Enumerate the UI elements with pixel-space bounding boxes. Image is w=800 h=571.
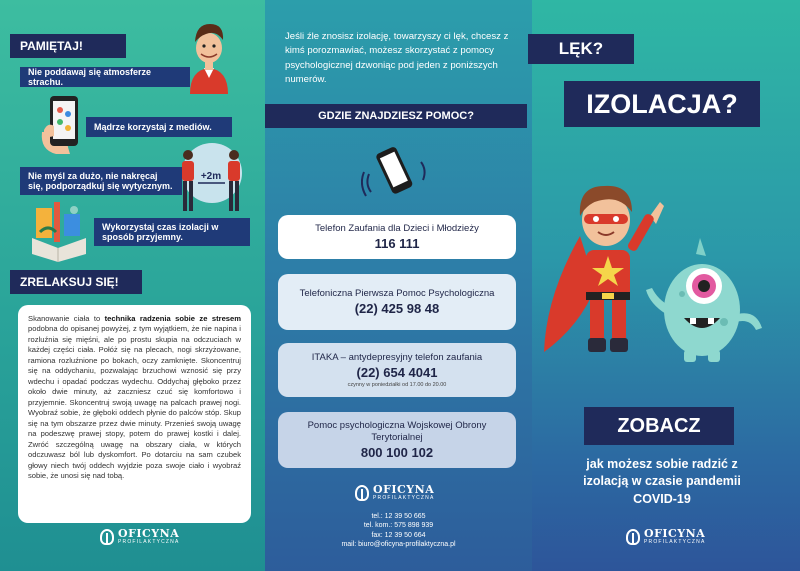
zobacz-heading: ZOBACZ: [584, 407, 734, 445]
relax-body: podobna do opisanej powyżej, z tym wyjątkiem, że nie napina i rozluźnia się mięśni, ale po prostu skupia na odczuciach w każdej części ciała. Połóż się na plecach, nogi skrzyżowane, ramiona rozluźnione po bokach, oczy zamknięte. Skoncentruj się na oddychaniu, pozwalając brzuchowi wznosić się przy wdechu i opadać podczas wydechu. Oddychaj głęboko przez około dwie minuty, aż zaczniesz czuć się komfortowo i przyjemnie. Skoncentruj swoją uwagę na palcach prawej nogi. Wyobraź sobie, że głęboki oddech płynie do palców stóp. Skup się na tym obszarze przez dwie minuty. Przenieś swoją uwagę na podeszwę prawej stopy, potem do prawej kostki i dalej. Zwróć szczególną uwagę na obszary ciała, w których odczuwasz ból lub dyskomfort. Po dotarciu na sam czubek głowy niech twój oddech wyjdzie poza swoje ciało i wyobraź sobie, że unosi się nad tobą.: [28, 324, 241, 481]
contact-fax: fax: 12 39 50 664: [371, 531, 426, 539]
helpline-card-4: [278, 412, 516, 468]
monster-illustration: [640, 234, 770, 364]
izolacja-heading: IZOLACJA?: [564, 81, 760, 127]
relax-heading: ZRELAKSUJ SIĘ!: [10, 270, 142, 294]
distance-label: +2m: [200, 171, 222, 182]
phone-icon: [361, 144, 431, 204]
logo-left: [100, 528, 180, 545]
right-panel: [532, 0, 800, 571]
helpline-number: 116 111: [374, 236, 420, 252]
pamietaj-heading: PAMIĘTAJ!: [10, 34, 126, 58]
helpline-number: (22) 425 98 48: [354, 301, 440, 317]
tip-3: Nie myśl za dużo, nie nakręcaj się, podporządkuj się wytycznym.: [20, 167, 182, 195]
helpline-card-3: [278, 343, 516, 397]
relax-bold: technika radzenia sobie ze stresem: [104, 314, 241, 323]
social-distance-illustration: [170, 143, 254, 215]
helpline-name: Telefon Zaufania dla Dzieci i Młodzieży: [315, 222, 479, 234]
helpline-card-1: [278, 215, 516, 259]
logo-name: OFICYNA: [118, 527, 180, 540]
contact-mail: mail: biuro@oficyna-profilaktyczna.pl: [341, 541, 456, 549]
logo-icon: [355, 485, 369, 501]
help-intro: Jeśli źle znosisz izolację, towarzyszy ci lęk, chcesz z kimś porozmawiać, możesz skorzystać z pomocy psychologicznej dzwoniąc pod jeden z poniższych numerów.: [285, 31, 509, 86]
logo-name: OFICYNA: [644, 527, 706, 540]
where-help-heading: GDZIE ZNAJDZIESZ POMOC?: [265, 104, 527, 128]
helpline-number: 800 100 102: [360, 445, 434, 461]
helpline-card-2: [278, 274, 516, 330]
contact-info: [265, 512, 532, 550]
helpline-name: Pomoc psychologiczna Wojskowej Obrony Terytorialnej: [307, 419, 487, 443]
contact-mobile: tel. kom.: 575 898 939: [363, 522, 434, 530]
logo-sub: PROFILAKTYCZNA: [373, 495, 435, 501]
boy-avatar-illustration: [186, 18, 232, 94]
book-illustration: [28, 198, 90, 262]
left-panel: [0, 0, 265, 571]
helpline-number: (22) 654 4041: [356, 365, 438, 381]
tip-4: Wykorzystaj czas izolacji w sposób przyjemny.: [94, 218, 250, 246]
helpline-name: ITAKA – antydepresyjny telefon zaufania: [311, 351, 483, 363]
logo-middle: [355, 484, 435, 501]
helpline-hours: czynny w poniedziałki od 17.00 do 20.00: [347, 382, 447, 389]
lek-heading: LĘK?: [528, 34, 634, 64]
see-text: jak możesz sobie radzić z izolacją w czasie pandemii COVID-19: [583, 457, 741, 506]
logo-sub: PROFILAKTYCZNA: [644, 539, 706, 545]
logo-sub: PROFILAKTYCZNA: [118, 539, 180, 545]
relax-intro: Skanowanie ciała to: [28, 314, 105, 323]
contact-tel: tel.: 12 39 50 665: [371, 513, 426, 520]
logo-icon: [100, 529, 114, 545]
logo-name: OFICYNA: [373, 483, 435, 496]
relax-text-box: [18, 305, 251, 523]
logo-right: [626, 528, 706, 545]
helpline-name: Telefoniczna Pierwsza Pomoc Psychologiczna: [299, 287, 495, 299]
tip-2: Mądrze korzystaj z mediów.: [86, 117, 232, 137]
middle-panel: [265, 0, 532, 571]
tip-1: Nie poddawaj się atmosferze strachu.: [20, 67, 190, 87]
logo-icon: [626, 529, 640, 545]
